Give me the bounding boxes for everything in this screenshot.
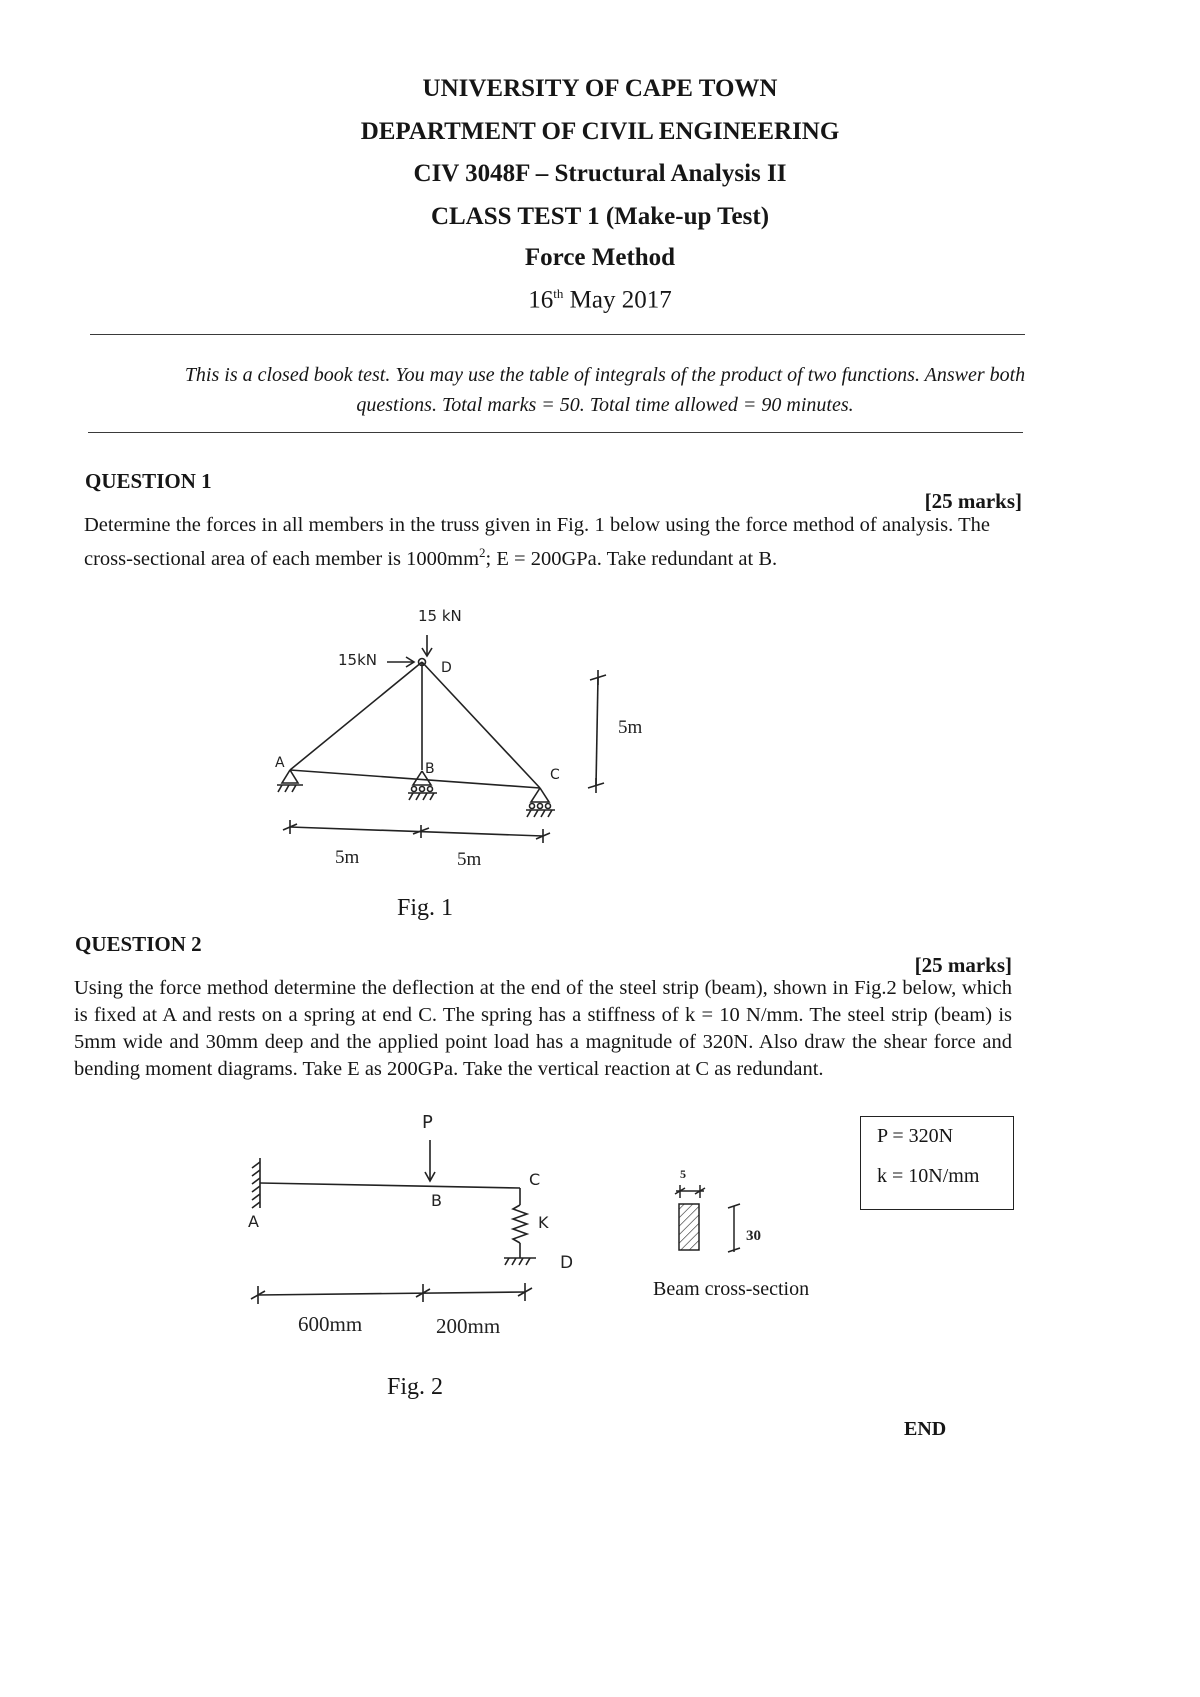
instructions-line-2: questions. Total marks = 50. Total time allowed = 90 minutes. xyxy=(356,394,854,416)
cross-section-figure xyxy=(660,1160,790,1260)
figure-2-caption: Fig. 2 xyxy=(387,1374,444,1400)
course-title: CIV 3048F – Structural Analysis II xyxy=(413,160,787,187)
length-dimension xyxy=(251,1283,532,1304)
pin-support-a xyxy=(277,770,303,792)
figure-1-caption: Fig. 1 xyxy=(397,895,454,921)
question-1-text: Determine the forces in all members in the truss given in Fig. 1 below using the force method of analysis. The cross-sectional area of each member is $1000mm^2$; E = 200GPa. Take redundant at B. xyxy=(84,514,990,570)
university-name: UNIVERSITY OF CAPE TOWN xyxy=(422,75,778,102)
header-rule-top xyxy=(90,334,1025,335)
truss-figure xyxy=(255,595,675,875)
beam-node-a-label: A xyxy=(248,1212,259,1231)
beam-line xyxy=(260,1183,520,1188)
section-width-label: 5 xyxy=(680,1167,686,1181)
fixed-support-a xyxy=(252,1158,260,1208)
member-ad xyxy=(290,662,422,770)
height-label: 5m xyxy=(618,717,643,738)
question-2-text: Using the force method determine the deflection at the end of the steel strip (beam), shown in Fig.2 below, which is fixed at A and rests on a spring at end C. The spring has a stiffness of k = 10 N/mm. The steel strip (beam) is 5mm wide and 30mm deep and the applied point load has a magnitude of 320N. Also draw the shear force and bending moment diagrams. Take E as 200GPa. Take the vertical reaction at C as redundant. xyxy=(74,977,1012,1080)
span-2-label: 5m xyxy=(457,849,482,870)
span-dimension xyxy=(283,820,550,843)
section-depth-dimension xyxy=(728,1204,740,1252)
given-k: k = 10N/mm xyxy=(877,1165,980,1187)
section-width-dimension xyxy=(675,1185,705,1198)
roller-support-c xyxy=(526,788,555,817)
member-dc xyxy=(422,662,540,788)
spring-k-label: K xyxy=(538,1213,549,1232)
instructions-line-1: This is a closed book test. You may use the table of integrals of the product of two functions. Answer both xyxy=(184,364,1026,386)
test-title: CLASS TEST 1 (Make-up Test) xyxy=(430,203,770,230)
section-caption: Beam cross-section xyxy=(653,1278,810,1300)
header-rule-bottom xyxy=(88,432,1023,433)
height-dimension xyxy=(588,670,606,793)
load-p-label: P xyxy=(422,1112,433,1133)
spring-k xyxy=(504,1188,536,1265)
section-rectangle xyxy=(679,1204,699,1250)
given-p: P = 320N xyxy=(877,1125,954,1147)
beam-figure xyxy=(230,1100,600,1340)
length-1-label: 600mm xyxy=(298,1312,363,1336)
horizontal-load-label: 15kN xyxy=(338,651,377,669)
question-1-title: QUESTION 1 xyxy=(85,469,212,493)
node-a-label: A xyxy=(275,755,285,771)
topic-title: Force Method xyxy=(524,244,676,271)
department-name: DEPARTMENT OF CIVIL ENGINEERING xyxy=(360,118,840,145)
instructions xyxy=(100,360,1110,420)
node-c-label: C xyxy=(550,767,560,783)
length-2-label: 200mm xyxy=(436,1314,501,1338)
given-values-box xyxy=(860,1116,1014,1210)
question-1-marks: [25 marks] xyxy=(924,489,1022,513)
beam-node-b-label: B xyxy=(431,1191,442,1210)
node-d-label: D xyxy=(441,660,452,676)
vertical-load-label: 15 kN xyxy=(418,607,462,625)
node-b-label: B xyxy=(425,761,435,777)
end-marker: END xyxy=(904,1418,947,1440)
section-depth-label: 30 xyxy=(746,1228,761,1244)
question-2-title: QUESTION 2 xyxy=(75,932,202,956)
beam-node-d-label: D xyxy=(560,1253,574,1273)
span-1-label: 5m xyxy=(335,847,360,868)
test-date: 16th May 2017 xyxy=(528,286,672,314)
question-2-marks: [25 marks] xyxy=(914,953,1012,977)
beam-node-c-label: C xyxy=(529,1170,541,1189)
